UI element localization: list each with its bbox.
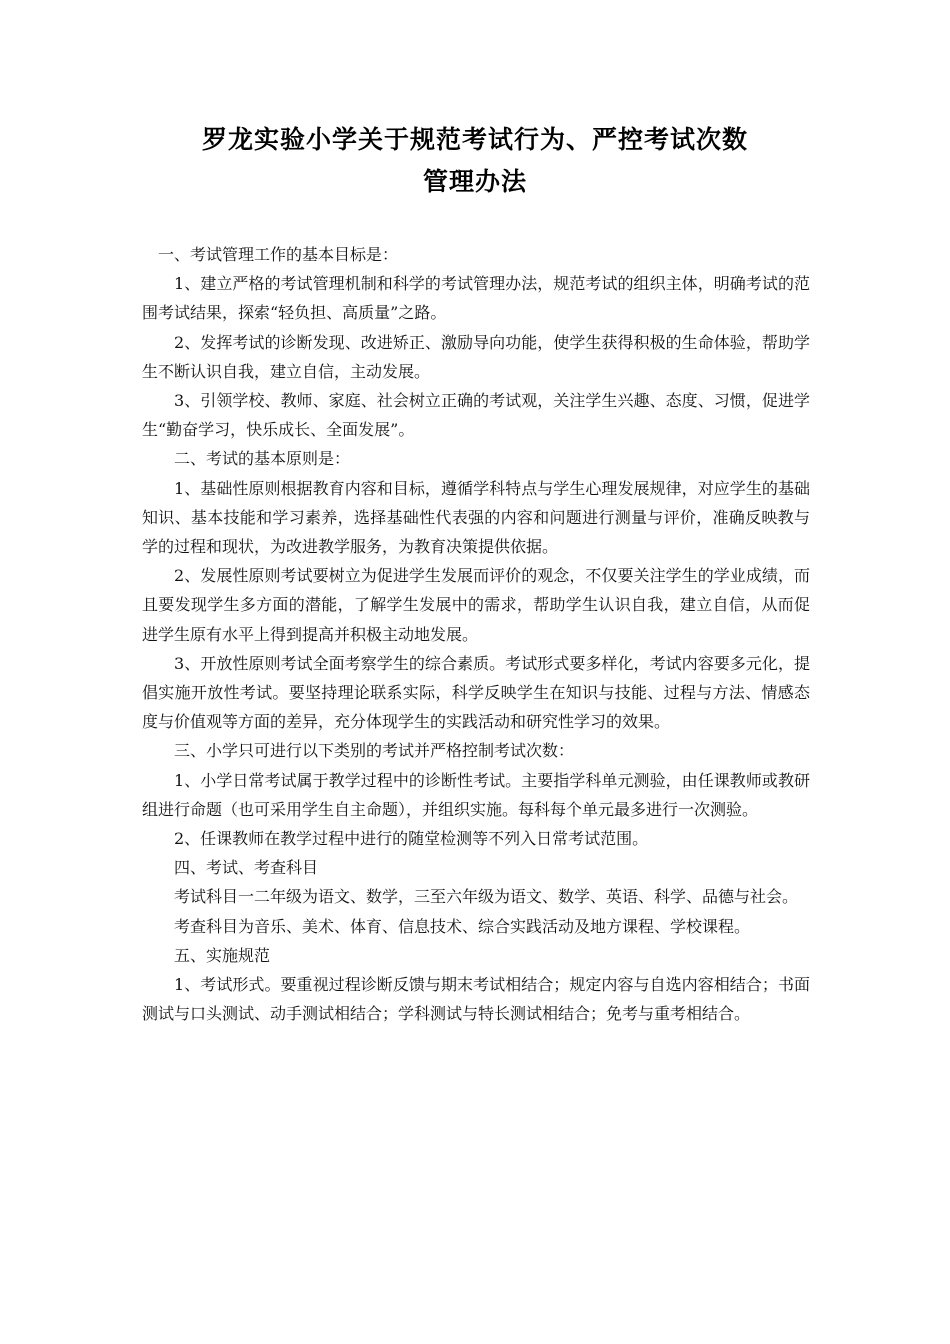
document-body — [142, 240, 810, 1028]
paragraph: 1、考试形式。要重视过程诊断反馈与期末考试相结合；规定内容与自选内容相结合；书面测试与口头测试、动手测试相结合；学科测试与特长测试相结合；免考与重考相结合。 — [142, 975, 810, 1024]
section-heading-goals: 一、考试管理工作的基本目标是： — [158, 245, 399, 264]
section-heading-exam-types: 三、小学只可进行以下类别的考试并严格控制考试次数： — [174, 741, 575, 761]
paragraph: 考查科目为音乐、美术、体育、信息技术、综合实践活动及地方课程、学校课程。 — [174, 916, 751, 936]
paragraph: 考试科目一二年级为语文、数学，三至六年级为语文、数学、英语、科学、品德与社会。 — [174, 887, 799, 907]
section-heading-principles: 二、考试的基本原则是： — [174, 449, 351, 469]
paragraph: 3、开放性原则考试全面考察学生的综合素质。考试形式要多样化，考试内容要多元化，提倡实施开放性考试。要坚持理论联系实际，科学反映学生在知识与技能、过程与方法、情感态度与价值观等方面的差异，充分体现学生的实践活动和研究性学习的效果。 — [142, 653, 810, 732]
paragraph: 1、建立严格的考试管理机制和科学的考试管理办法，规范考试的组织主体，明确考试的范围考试结果，探索“轻负担、高质量”之路。 — [142, 274, 810, 323]
paragraph: 1、小学日常考试属于教学过程中的诊断性考试。主要指学科单元测验，由任课教师或教研组进行命题（也可采用学生自主命题），并组织实施。每科每个单元最多进行一次测验。 — [142, 770, 810, 819]
paragraph: 1、基础性原则根据教育内容和目标，遵循学科特点与学生心理发展规律，对应学生的基础知识、基本技能和学习素养，选择基础性代表强的内容和问题进行测量与评价，准确反映教与学的过程和现状，为改进教学服务，为教育决策提供依据。 — [142, 478, 810, 557]
paragraph: 3、引领学校、教师、家庭、社会树立正确的考试观，关注学生兴趣、态度、习惯，促进学生“勤奋学习，快乐成长、全面发展”。 — [142, 391, 810, 440]
section-heading-implementation: 五、实施规范 — [174, 945, 271, 965]
document-title: 罗龙实验小学关于规范考试行为、严控考试次数 — [201, 125, 748, 154]
paragraph: 2、发展性原则考试要树立为促进学生发展而评价的观念，不仅要关注学生的学业成绩，而且要发现学生多方面的潜能，了解学生发展中的需求，帮助学生认识自我，建立自信，从而促进学生原有水平上得到提高并积极主动地发展。 — [142, 566, 810, 644]
paragraph: 2、任课教师在教学过程中进行的随堂检测等不列入日常考试范围。 — [174, 829, 649, 849]
paragraph: 2、发挥考试的诊断发现、改进矫正、激励导向功能，使学生获得积极的生命体验，帮助学生不断认识自我，建立自信，主动发展。 — [142, 332, 810, 381]
section-heading-subjects: 四、考试、考查科目 — [174, 858, 319, 878]
document-title-line2: 管理办法 — [422, 167, 527, 196]
